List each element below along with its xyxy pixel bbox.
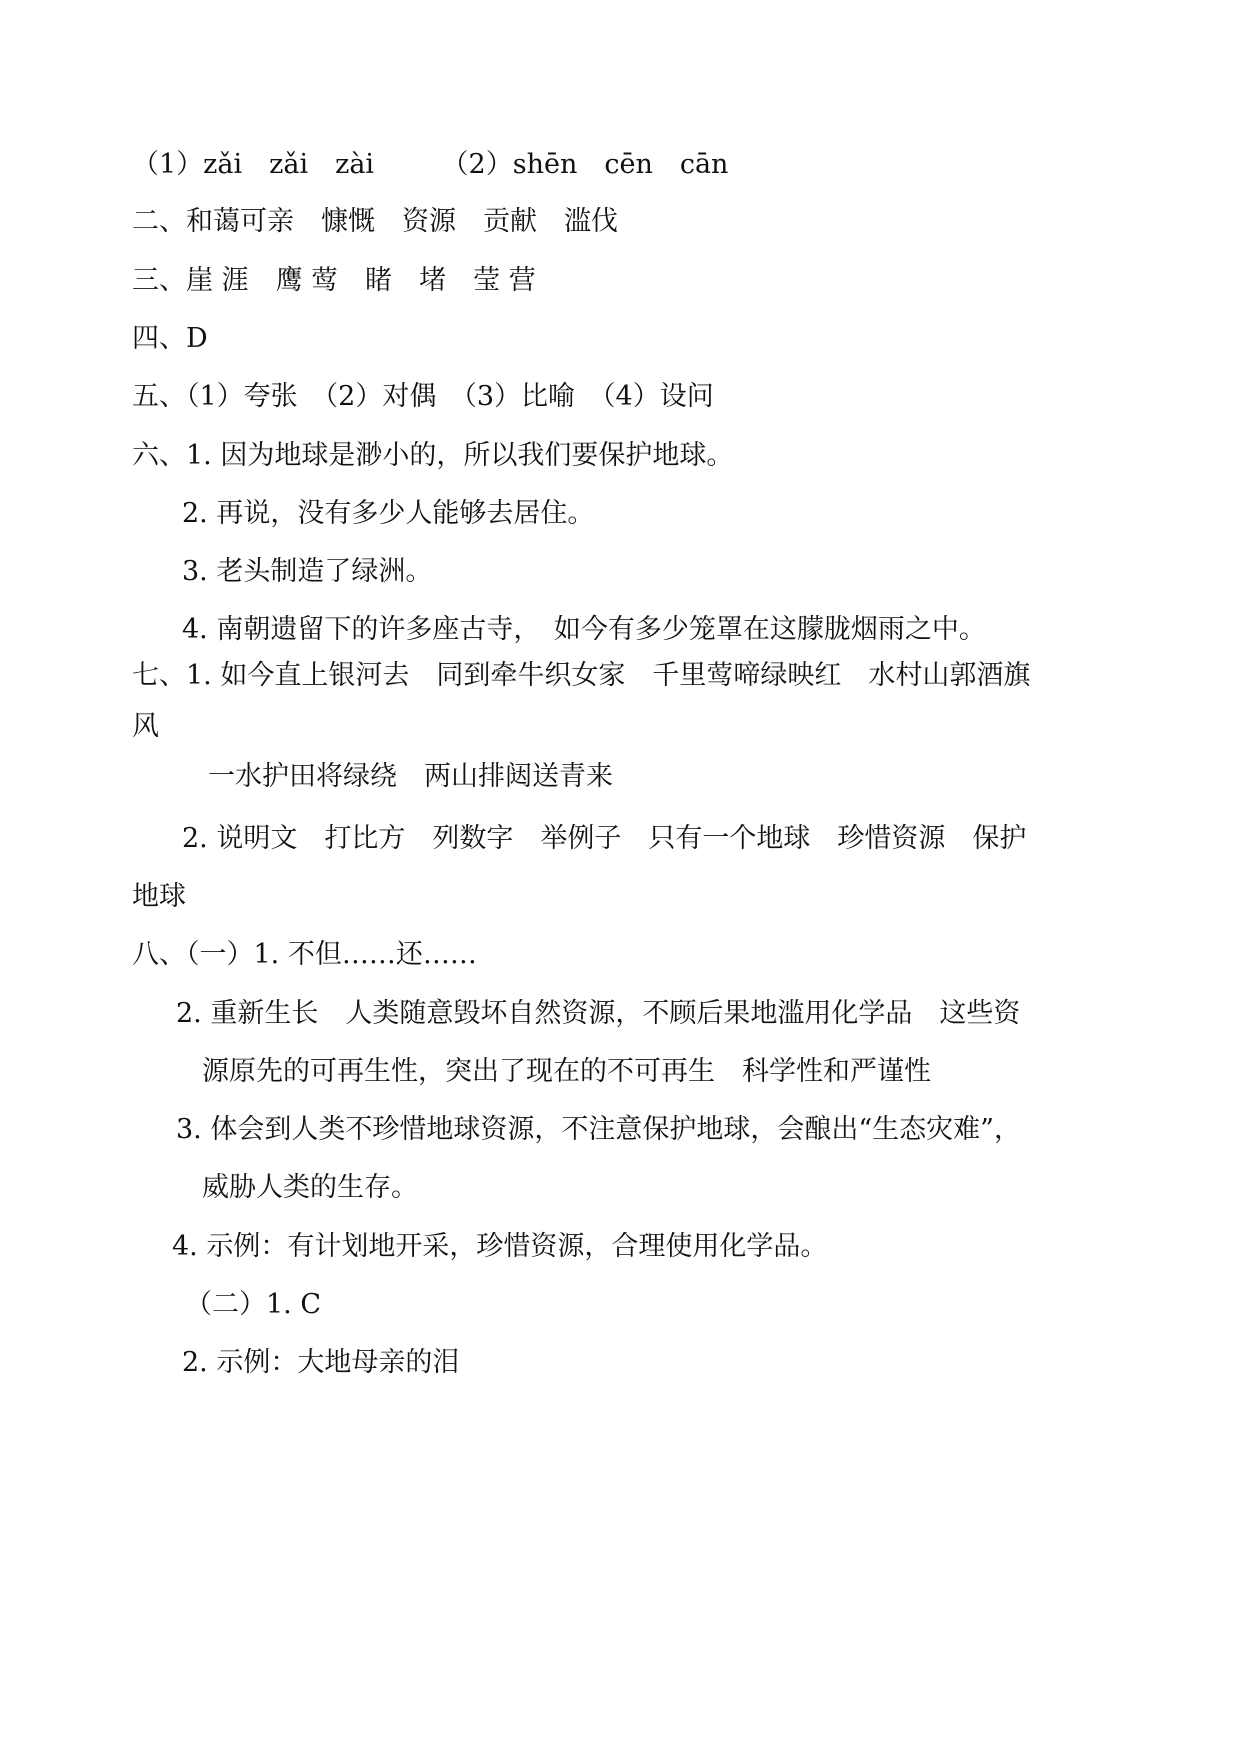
answer-line-8-1-4: 4. 示例：有计划地开采，珍惜资源，合理使用化学品。 — [172, 1231, 828, 1262]
answer-line-6-1: 六、1. 因为地球是渺小的，所以我们要保护地球。 — [132, 440, 734, 471]
answer-line-8-1-3-cont: 威胁人类的生存。 — [202, 1172, 418, 1203]
answer-line-8-1-2-cont: 源原先的可再生性，突出了现在的不可再生 科学性和严谨性 — [202, 1056, 931, 1087]
answer-line-7-1: 七、1. 如今直上银河去 同到牵牛织女家 千里莺啼绿映红 水村山郭酒旗 — [132, 660, 1031, 691]
answer-line-pinyin: （1）zǎi zǎi zài （2）shēn cēn cān — [132, 149, 729, 180]
answer-line-8-2-1: （二）1. C — [185, 1289, 322, 1320]
answer-line-6-4: 4. 南朝遗留下的许多座古寺， 如今有多少笼罩在这朦胧烟雨之中。 — [182, 614, 986, 645]
answer-line-4: 四、D — [132, 323, 208, 354]
answer-line-7-2-cont: 地球 — [132, 881, 186, 912]
answer-line-7-1-poem: 一水护田将绿绕 两山排闼送青来 — [208, 761, 613, 792]
answer-line-7-2: 2. 说明文 打比方 列数字 举例子 只有一个地球 珍惜资源 保护 — [182, 823, 1027, 854]
answer-line-6-2: 2. 再说，没有多少人能够去居住。 — [182, 498, 595, 529]
answer-line-6-3: 3. 老头制造了绿洲。 — [182, 556, 433, 587]
answer-line-7-1-cont: 风 — [132, 711, 159, 742]
answer-line-8-1-1: 八、（一）1. 不但……还…… — [132, 939, 477, 970]
answer-line-8-1-3: 3. 体会到人类不珍惜地球资源，不注意保护地球，会酿出“生态灾难”， — [176, 1114, 1021, 1145]
answer-line-5: 五、（1）夸张 （2）对偶 （3）比喻 （4）设问 — [132, 381, 714, 412]
answer-line-3: 三、崖 涯 鹰 莺 睹 堵 莹 营 — [132, 265, 536, 296]
answer-line-8-2-2: 2. 示例：大地母亲的泪 — [182, 1347, 460, 1378]
answer-line-2: 二、和蔼可亲 慷慨 资源 贡献 滥伐 — [132, 206, 618, 237]
answer-line-8-1-2: 2. 重新生长 人类随意毁坏自然资源，不顾后果地滥用化学品 这些资 — [176, 998, 1021, 1029]
